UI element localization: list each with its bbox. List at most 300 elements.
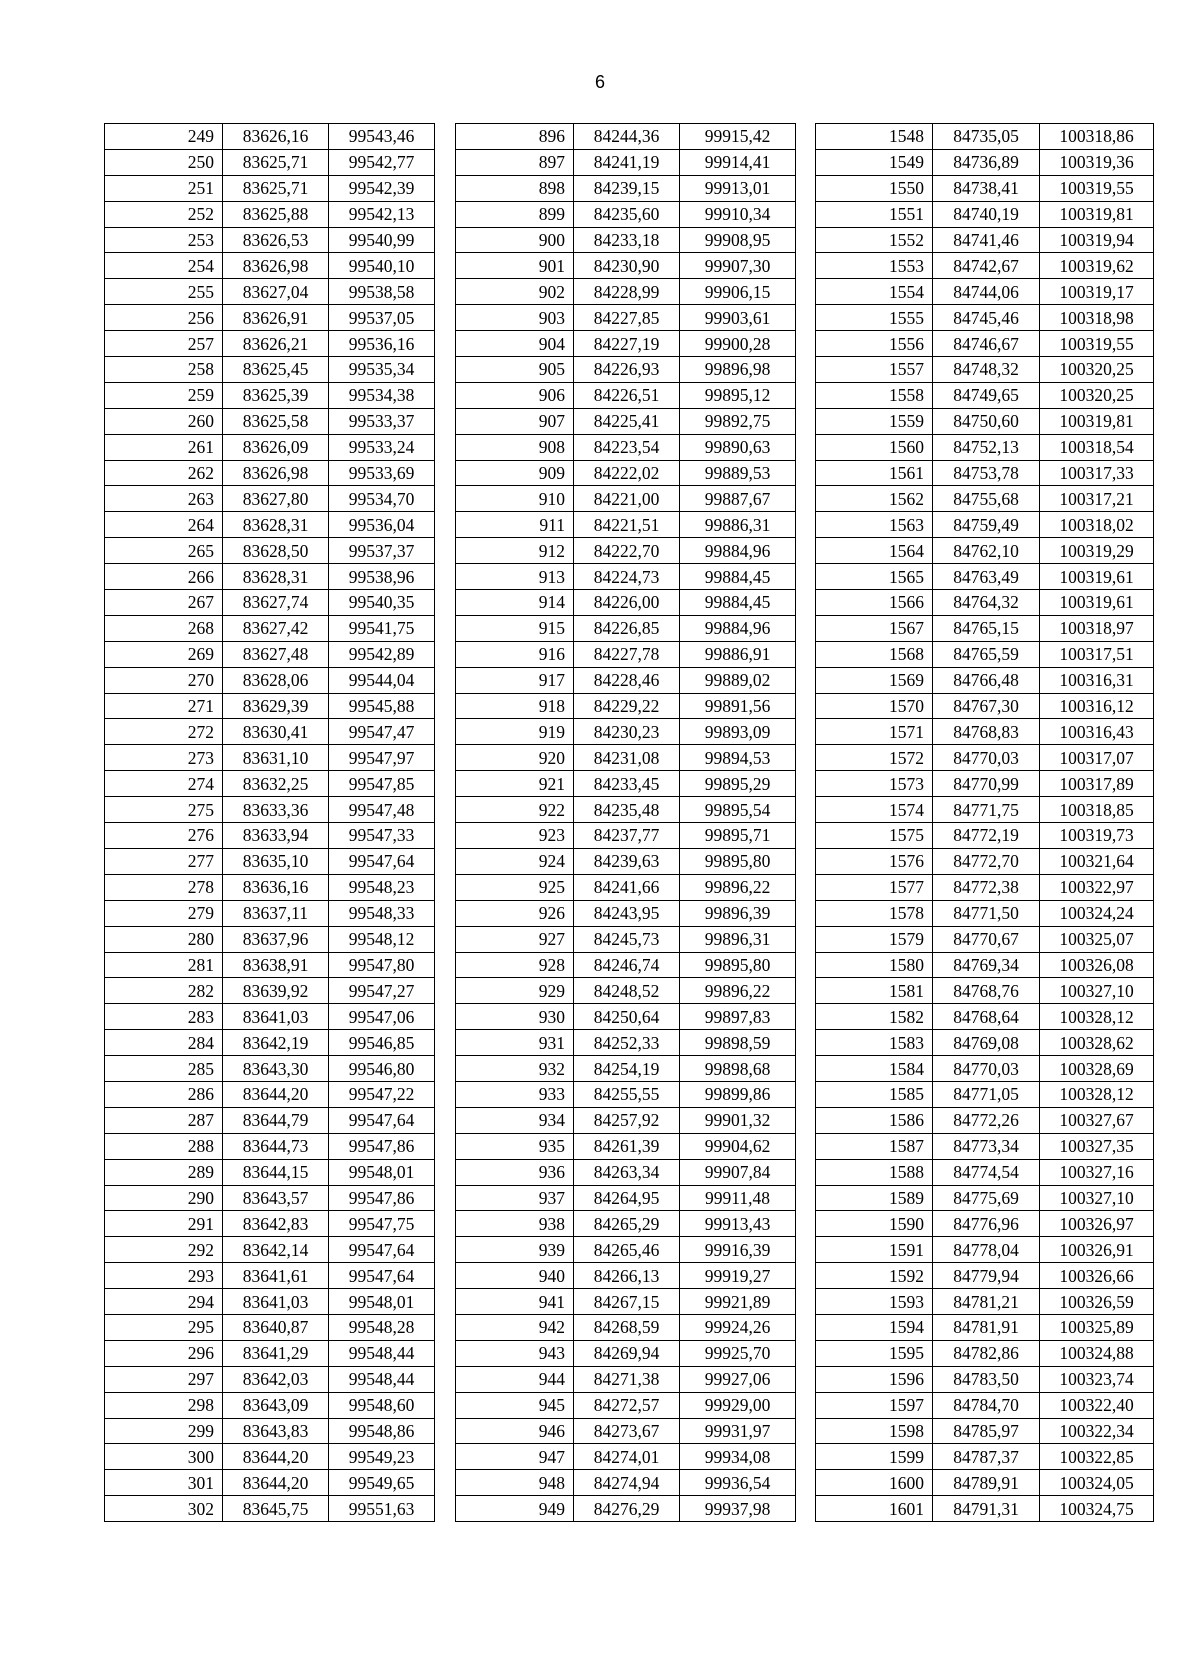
table-row — [105, 667, 435, 693]
x-coordinate-cell: 84257,92 — [574, 1107, 680, 1133]
table-row — [456, 124, 796, 150]
point-number-cell: 270 — [105, 667, 223, 693]
table-row — [456, 1211, 796, 1237]
point-number-cell: 948 — [456, 1470, 574, 1496]
point-number-cell: 274 — [105, 771, 223, 797]
table-row — [816, 1392, 1154, 1418]
point-number-cell: 901 — [456, 253, 574, 279]
x-coordinate-cell: 84765,59 — [933, 641, 1040, 667]
table-row — [456, 667, 796, 693]
point-number-cell: 1591 — [816, 1237, 933, 1263]
x-coordinate-cell: 84230,23 — [574, 719, 680, 745]
point-number-cell: 1562 — [816, 486, 933, 512]
table-row — [456, 745, 796, 771]
x-coordinate-cell: 84221,51 — [574, 512, 680, 538]
x-coordinate-cell: 84785,97 — [933, 1418, 1040, 1444]
table-row — [816, 1444, 1154, 1470]
y-coordinate-cell: 99547,48 — [329, 797, 435, 823]
x-coordinate-cell: 84272,57 — [574, 1392, 680, 1418]
x-coordinate-cell: 83625,88 — [223, 201, 329, 227]
coordinates-table-1 — [104, 123, 435, 1522]
y-coordinate-cell: 99540,10 — [329, 253, 435, 279]
y-coordinate-cell: 99929,00 — [680, 1392, 796, 1418]
y-coordinate-cell: 99533,24 — [329, 434, 435, 460]
y-coordinate-cell: 100316,43 — [1040, 719, 1154, 745]
point-number-cell: 915 — [456, 615, 574, 641]
x-coordinate-cell: 83638,91 — [223, 952, 329, 978]
y-coordinate-cell: 99927,06 — [680, 1366, 796, 1392]
x-coordinate-cell: 84227,85 — [574, 305, 680, 331]
point-number-cell: 921 — [456, 771, 574, 797]
point-number-cell: 1574 — [816, 797, 933, 823]
point-number-cell: 254 — [105, 253, 223, 279]
table-row — [456, 227, 796, 253]
x-coordinate-cell: 84736,89 — [933, 149, 1040, 175]
x-coordinate-cell: 84773,34 — [933, 1133, 1040, 1159]
x-coordinate-cell: 84789,91 — [933, 1470, 1040, 1496]
y-coordinate-cell: 100319,17 — [1040, 279, 1154, 305]
table-row — [816, 1314, 1154, 1340]
y-coordinate-cell: 99546,85 — [329, 1030, 435, 1056]
table-row — [816, 771, 1154, 797]
y-coordinate-cell: 99547,64 — [329, 1107, 435, 1133]
point-number-cell: 940 — [456, 1263, 574, 1289]
point-number-cell: 251 — [105, 175, 223, 201]
y-coordinate-cell: 99913,01 — [680, 175, 796, 201]
table-row — [816, 538, 1154, 564]
point-number-cell: 263 — [105, 486, 223, 512]
y-coordinate-cell: 99904,62 — [680, 1133, 796, 1159]
point-number-cell: 1596 — [816, 1366, 933, 1392]
table-row — [816, 590, 1154, 616]
x-coordinate-cell: 84224,73 — [574, 564, 680, 590]
y-coordinate-cell: 99884,45 — [680, 564, 796, 590]
x-coordinate-cell: 84742,67 — [933, 253, 1040, 279]
x-coordinate-cell: 83629,39 — [223, 693, 329, 719]
y-coordinate-cell: 99896,22 — [680, 978, 796, 1004]
x-coordinate-cell: 84222,70 — [574, 538, 680, 564]
y-coordinate-cell: 100328,62 — [1040, 1030, 1154, 1056]
y-coordinate-cell: 100327,16 — [1040, 1159, 1154, 1185]
x-coordinate-cell: 84771,75 — [933, 797, 1040, 823]
point-number-cell: 945 — [456, 1392, 574, 1418]
y-coordinate-cell: 99542,13 — [329, 201, 435, 227]
table-row — [816, 1185, 1154, 1211]
y-coordinate-cell: 99908,95 — [680, 227, 796, 253]
y-coordinate-cell: 100317,51 — [1040, 641, 1154, 667]
y-coordinate-cell: 100322,34 — [1040, 1418, 1154, 1444]
point-number-cell: 912 — [456, 538, 574, 564]
y-coordinate-cell: 100319,62 — [1040, 253, 1154, 279]
table-row — [456, 874, 796, 900]
point-number-cell: 295 — [105, 1314, 223, 1340]
y-coordinate-cell: 100318,97 — [1040, 615, 1154, 641]
table-row — [816, 1030, 1154, 1056]
table-row — [456, 1314, 796, 1340]
table-row — [816, 1496, 1154, 1522]
y-coordinate-cell: 100326,08 — [1040, 952, 1154, 978]
table-row — [105, 978, 435, 1004]
y-coordinate-cell: 100327,10 — [1040, 1185, 1154, 1211]
point-number-cell: 906 — [456, 382, 574, 408]
x-coordinate-cell: 84252,33 — [574, 1030, 680, 1056]
y-coordinate-cell: 100317,07 — [1040, 745, 1154, 771]
x-coordinate-cell: 83644,73 — [223, 1133, 329, 1159]
table-row — [105, 460, 435, 486]
x-coordinate-cell: 84741,46 — [933, 227, 1040, 253]
x-coordinate-cell: 84268,59 — [574, 1314, 680, 1340]
point-number-cell: 941 — [456, 1289, 574, 1315]
x-coordinate-cell: 84273,67 — [574, 1418, 680, 1444]
y-coordinate-cell: 99548,12 — [329, 926, 435, 952]
x-coordinate-cell: 83632,25 — [223, 771, 329, 797]
table-row — [816, 201, 1154, 227]
table-row — [105, 797, 435, 823]
point-number-cell: 933 — [456, 1081, 574, 1107]
table-row — [816, 382, 1154, 408]
point-number-cell: 264 — [105, 512, 223, 538]
point-number-cell: 1571 — [816, 719, 933, 745]
table-row — [105, 719, 435, 745]
point-number-cell: 299 — [105, 1418, 223, 1444]
x-coordinate-cell: 83627,74 — [223, 590, 329, 616]
table-row — [816, 331, 1154, 357]
y-coordinate-cell: 99548,44 — [329, 1366, 435, 1392]
table-row — [105, 823, 435, 849]
x-coordinate-cell: 84767,30 — [933, 693, 1040, 719]
y-coordinate-cell: 100322,85 — [1040, 1444, 1154, 1470]
x-coordinate-cell: 84233,18 — [574, 227, 680, 253]
point-number-cell: 265 — [105, 538, 223, 564]
y-coordinate-cell: 99893,09 — [680, 719, 796, 745]
table-row — [105, 201, 435, 227]
table-row — [816, 900, 1154, 926]
table-row — [816, 1159, 1154, 1185]
table-row — [105, 1496, 435, 1522]
y-coordinate-cell: 100326,97 — [1040, 1211, 1154, 1237]
table-row — [816, 693, 1154, 719]
y-coordinate-cell: 99895,80 — [680, 848, 796, 874]
point-number-cell: 260 — [105, 408, 223, 434]
point-number-cell: 1557 — [816, 357, 933, 383]
table-row — [456, 641, 796, 667]
y-coordinate-cell: 99914,41 — [680, 149, 796, 175]
y-coordinate-cell: 99936,54 — [680, 1470, 796, 1496]
y-coordinate-cell: 100324,05 — [1040, 1470, 1154, 1496]
y-coordinate-cell: 99547,33 — [329, 823, 435, 849]
x-coordinate-cell: 84745,46 — [933, 305, 1040, 331]
x-coordinate-cell: 84233,45 — [574, 771, 680, 797]
y-coordinate-cell: 100325,07 — [1040, 926, 1154, 952]
x-coordinate-cell: 83636,16 — [223, 874, 329, 900]
point-number-cell: 259 — [105, 382, 223, 408]
y-coordinate-cell: 99884,96 — [680, 615, 796, 641]
y-coordinate-cell: 99937,98 — [680, 1496, 796, 1522]
y-coordinate-cell: 99895,80 — [680, 952, 796, 978]
x-coordinate-cell: 84222,02 — [574, 460, 680, 486]
x-coordinate-cell: 84223,54 — [574, 434, 680, 460]
y-coordinate-cell: 100323,74 — [1040, 1366, 1154, 1392]
y-coordinate-cell: 99533,69 — [329, 460, 435, 486]
x-coordinate-cell: 84764,32 — [933, 590, 1040, 616]
x-coordinate-cell: 84271,38 — [574, 1366, 680, 1392]
table-row — [816, 745, 1154, 771]
y-coordinate-cell: 99542,77 — [329, 149, 435, 175]
table-row — [105, 253, 435, 279]
y-coordinate-cell: 99547,97 — [329, 745, 435, 771]
table-row — [105, 1263, 435, 1289]
coordinates-table-2 — [455, 123, 796, 1522]
x-coordinate-cell: 84265,46 — [574, 1237, 680, 1263]
table-row — [816, 823, 1154, 849]
table-row — [105, 1081, 435, 1107]
point-number-cell: 918 — [456, 693, 574, 719]
point-number-cell: 296 — [105, 1340, 223, 1366]
table-row — [816, 564, 1154, 590]
y-coordinate-cell: 100320,25 — [1040, 357, 1154, 383]
table-row — [816, 926, 1154, 952]
y-coordinate-cell: 99548,28 — [329, 1314, 435, 1340]
table-row — [105, 486, 435, 512]
x-coordinate-cell: 84781,21 — [933, 1289, 1040, 1315]
point-number-cell: 1588 — [816, 1159, 933, 1185]
y-coordinate-cell: 99548,23 — [329, 874, 435, 900]
y-coordinate-cell: 99921,89 — [680, 1289, 796, 1315]
table-row — [105, 175, 435, 201]
y-coordinate-cell: 99547,80 — [329, 952, 435, 978]
x-coordinate-cell: 83626,91 — [223, 305, 329, 331]
point-number-cell: 920 — [456, 745, 574, 771]
point-number-cell: 1549 — [816, 149, 933, 175]
y-coordinate-cell: 99536,16 — [329, 331, 435, 357]
point-number-cell: 1575 — [816, 823, 933, 849]
table-row — [816, 1004, 1154, 1030]
table-row — [105, 564, 435, 590]
table-row — [816, 1289, 1154, 1315]
x-coordinate-cell: 83633,94 — [223, 823, 329, 849]
x-coordinate-cell: 84776,96 — [933, 1211, 1040, 1237]
point-number-cell: 291 — [105, 1211, 223, 1237]
point-number-cell: 1572 — [816, 745, 933, 771]
y-coordinate-cell: 100324,24 — [1040, 900, 1154, 926]
x-coordinate-cell: 83627,42 — [223, 615, 329, 641]
table-row — [456, 1237, 796, 1263]
table-row — [456, 201, 796, 227]
table-row — [456, 1133, 796, 1159]
point-number-cell: 1592 — [816, 1263, 933, 1289]
point-number-cell: 1561 — [816, 460, 933, 486]
y-coordinate-cell: 100319,36 — [1040, 149, 1154, 175]
point-number-cell: 284 — [105, 1030, 223, 1056]
y-coordinate-cell: 99915,42 — [680, 124, 796, 150]
x-coordinate-cell: 84772,19 — [933, 823, 1040, 849]
y-coordinate-cell: 99547,75 — [329, 1211, 435, 1237]
x-coordinate-cell: 83637,11 — [223, 900, 329, 926]
table-row — [105, 1133, 435, 1159]
y-coordinate-cell: 99896,22 — [680, 874, 796, 900]
table-row — [456, 1159, 796, 1185]
x-coordinate-cell: 84231,08 — [574, 745, 680, 771]
point-number-cell: 1559 — [816, 408, 933, 434]
x-coordinate-cell: 84770,03 — [933, 745, 1040, 771]
point-number-cell: 249 — [105, 124, 223, 150]
x-coordinate-cell: 84274,94 — [574, 1470, 680, 1496]
y-coordinate-cell: 99899,86 — [680, 1081, 796, 1107]
table-row — [105, 279, 435, 305]
x-coordinate-cell: 84744,06 — [933, 279, 1040, 305]
y-coordinate-cell: 99913,43 — [680, 1211, 796, 1237]
x-coordinate-cell: 84239,63 — [574, 848, 680, 874]
table-row — [816, 512, 1154, 538]
point-number-cell: 1554 — [816, 279, 933, 305]
table-row — [105, 1159, 435, 1185]
table-row — [456, 797, 796, 823]
x-coordinate-cell: 84244,36 — [574, 124, 680, 150]
point-number-cell: 1579 — [816, 926, 933, 952]
x-coordinate-cell: 83627,04 — [223, 279, 329, 305]
x-coordinate-cell: 84770,03 — [933, 1056, 1040, 1082]
table-row — [105, 1470, 435, 1496]
point-number-cell: 1556 — [816, 331, 933, 357]
point-number-cell: 914 — [456, 590, 574, 616]
x-coordinate-cell: 84770,67 — [933, 926, 1040, 952]
point-number-cell: 927 — [456, 926, 574, 952]
point-number-cell: 910 — [456, 486, 574, 512]
x-coordinate-cell: 83626,16 — [223, 124, 329, 150]
x-coordinate-cell: 84759,49 — [933, 512, 1040, 538]
table-row — [456, 952, 796, 978]
y-coordinate-cell: 99542,89 — [329, 641, 435, 667]
point-number-cell: 902 — [456, 279, 574, 305]
x-coordinate-cell: 84768,64 — [933, 1004, 1040, 1030]
point-number-cell: 301 — [105, 1470, 223, 1496]
table-row — [105, 848, 435, 874]
coordinates-table-3 — [815, 123, 1154, 1522]
page-number: 6 — [594, 72, 605, 92]
x-coordinate-cell: 84784,70 — [933, 1392, 1040, 1418]
y-coordinate-cell: 100316,12 — [1040, 693, 1154, 719]
x-coordinate-cell: 83642,19 — [223, 1030, 329, 1056]
point-number-cell: 1595 — [816, 1340, 933, 1366]
point-number-cell: 1581 — [816, 978, 933, 1004]
table-row — [105, 1289, 435, 1315]
y-coordinate-cell: 99889,02 — [680, 667, 796, 693]
table-row — [816, 952, 1154, 978]
point-number-cell: 1590 — [816, 1211, 933, 1237]
table-row — [816, 874, 1154, 900]
table-row — [105, 1444, 435, 1470]
y-coordinate-cell: 99890,63 — [680, 434, 796, 460]
y-coordinate-cell: 99895,29 — [680, 771, 796, 797]
x-coordinate-cell: 83628,31 — [223, 564, 329, 590]
point-number-cell: 942 — [456, 1314, 574, 1340]
x-coordinate-cell: 84276,29 — [574, 1496, 680, 1522]
point-number-cell: 936 — [456, 1159, 574, 1185]
y-coordinate-cell: 100319,81 — [1040, 201, 1154, 227]
point-number-cell: 1576 — [816, 848, 933, 874]
point-number-cell: 1585 — [816, 1081, 933, 1107]
point-number-cell: 913 — [456, 564, 574, 590]
x-coordinate-cell: 84243,95 — [574, 900, 680, 926]
x-coordinate-cell: 84239,15 — [574, 175, 680, 201]
y-coordinate-cell: 99540,35 — [329, 590, 435, 616]
y-coordinate-cell: 99545,88 — [329, 693, 435, 719]
x-coordinate-cell: 84766,48 — [933, 667, 1040, 693]
x-coordinate-cell: 83645,75 — [223, 1496, 329, 1522]
table-row — [816, 1237, 1154, 1263]
table-row — [105, 512, 435, 538]
y-coordinate-cell: 99916,39 — [680, 1237, 796, 1263]
point-number-cell: 1589 — [816, 1185, 933, 1211]
point-number-cell: 1558 — [816, 382, 933, 408]
point-number-cell: 905 — [456, 357, 574, 383]
table-row — [816, 1366, 1154, 1392]
point-number-cell: 1601 — [816, 1496, 933, 1522]
point-number-cell: 268 — [105, 615, 223, 641]
table-row — [816, 719, 1154, 745]
table-row — [105, 331, 435, 357]
table-row — [105, 382, 435, 408]
x-coordinate-cell: 83627,48 — [223, 641, 329, 667]
point-number-cell: 903 — [456, 305, 574, 331]
table-row — [816, 1211, 1154, 1237]
point-number-cell: 937 — [456, 1185, 574, 1211]
table-row — [816, 434, 1154, 460]
point-number-cell: 275 — [105, 797, 223, 823]
table-row — [105, 1030, 435, 1056]
point-number-cell: 926 — [456, 900, 574, 926]
x-coordinate-cell: 84226,93 — [574, 357, 680, 383]
x-coordinate-cell: 84755,68 — [933, 486, 1040, 512]
y-coordinate-cell: 99533,37 — [329, 408, 435, 434]
y-coordinate-cell: 100327,10 — [1040, 978, 1154, 1004]
point-number-cell: 1550 — [816, 175, 933, 201]
y-coordinate-cell: 100318,54 — [1040, 434, 1154, 460]
point-number-cell: 1580 — [816, 952, 933, 978]
y-coordinate-cell: 100318,98 — [1040, 305, 1154, 331]
y-coordinate-cell: 99886,31 — [680, 512, 796, 538]
point-number-cell: 281 — [105, 952, 223, 978]
table-row — [105, 1366, 435, 1392]
y-coordinate-cell: 100321,64 — [1040, 848, 1154, 874]
y-coordinate-cell: 99534,70 — [329, 486, 435, 512]
y-coordinate-cell: 99895,12 — [680, 382, 796, 408]
table-row — [456, 1470, 796, 1496]
x-coordinate-cell: 83626,09 — [223, 434, 329, 460]
y-coordinate-cell: 99549,23 — [329, 1444, 435, 1470]
table-row — [456, 408, 796, 434]
y-coordinate-cell: 100318,85 — [1040, 797, 1154, 823]
point-number-cell: 1563 — [816, 512, 933, 538]
y-coordinate-cell: 99546,80 — [329, 1056, 435, 1082]
table-row — [456, 331, 796, 357]
x-coordinate-cell: 84746,67 — [933, 331, 1040, 357]
point-number-cell: 925 — [456, 874, 574, 900]
point-number-cell: 253 — [105, 227, 223, 253]
point-number-cell: 250 — [105, 149, 223, 175]
point-number-cell: 255 — [105, 279, 223, 305]
table-row — [456, 1004, 796, 1030]
x-coordinate-cell: 84230,90 — [574, 253, 680, 279]
table-row — [456, 279, 796, 305]
y-coordinate-cell: 100319,73 — [1040, 823, 1154, 849]
table-row — [816, 797, 1154, 823]
point-number-cell: 1569 — [816, 667, 933, 693]
table-row — [816, 641, 1154, 667]
x-coordinate-cell: 84772,70 — [933, 848, 1040, 874]
table-row — [105, 1004, 435, 1030]
point-number-cell: 943 — [456, 1340, 574, 1366]
